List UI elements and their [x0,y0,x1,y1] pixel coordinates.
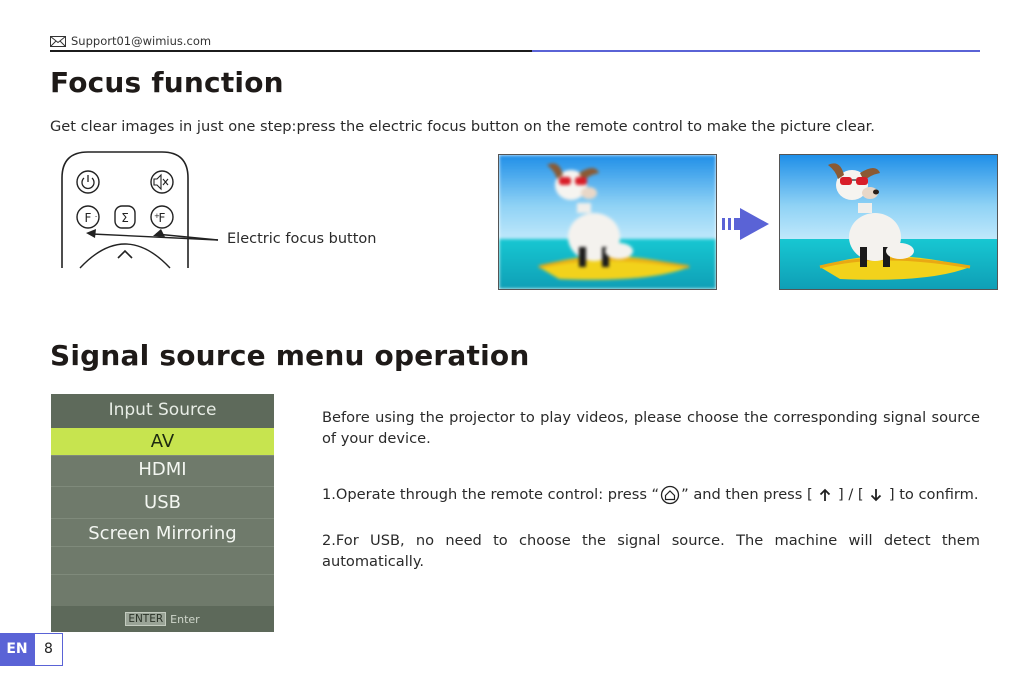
svg-text:F: F [158,211,166,225]
home-icon [659,485,681,505]
focus-section-title: Focus function [50,66,284,99]
input-source-menu [51,394,274,632]
menu-item-hdmi[interactable]: HDMI [51,456,274,487]
step1-text-b: ” and then press [ [681,486,813,503]
signal-intro-paragraph: Before using the projector to play videos, please choose the corresponding signal source of your device. [322,409,980,447]
enter-key-badge: ENTER [125,612,166,626]
signal-step-1 [322,484,980,505]
arrow-up-icon [817,487,833,503]
remote-control-illustration [50,150,220,270]
enter-label: Enter [170,612,200,626]
svg-text:-: - [95,213,98,220]
menu-footer [51,606,274,632]
clear-dog-photo [779,154,998,290]
menu-empty-row [51,575,274,605]
svg-text:F: F [84,211,92,225]
svg-text:Σ: Σ [121,211,129,225]
menu-item-av[interactable]: AV [51,428,274,456]
blurry-dog-photo [498,154,717,290]
menu-empty-row [51,547,274,575]
header-rule-dark [50,50,532,52]
transition-arrow-icon [722,206,770,242]
step1-text-a: 1.Operate through the remote control: press “ [322,486,660,503]
page-number: 8 [34,633,63,666]
menu-header: Input Source [51,394,274,428]
support-email[interactable] [50,33,211,49]
signal-section-title: Signal source menu operation [50,339,530,372]
step1-text-c: ] / [ [838,486,864,503]
menu-item-screen-mirroring[interactable]: Screen Mirroring [51,519,274,547]
email-text: Support01@wimius.com [71,34,212,48]
mail-icon [50,36,66,47]
header-rule-accent [532,50,980,52]
menu-item-usb[interactable]: USB [51,487,274,519]
electric-focus-callout: Electric focus button [227,231,377,247]
signal-step-2: 2.For USB, no need to choose the signal source. The machine will detect them automatically. [322,532,980,570]
arrow-down-icon [868,487,884,503]
svg-text:+: + [154,212,160,220]
focus-description: Get clear images in just one step:press the electric focus button on the remote control to make the picture clear. [50,118,875,135]
language-tab: EN [0,633,34,666]
step1-text-d: ] to confirm. [888,486,979,503]
